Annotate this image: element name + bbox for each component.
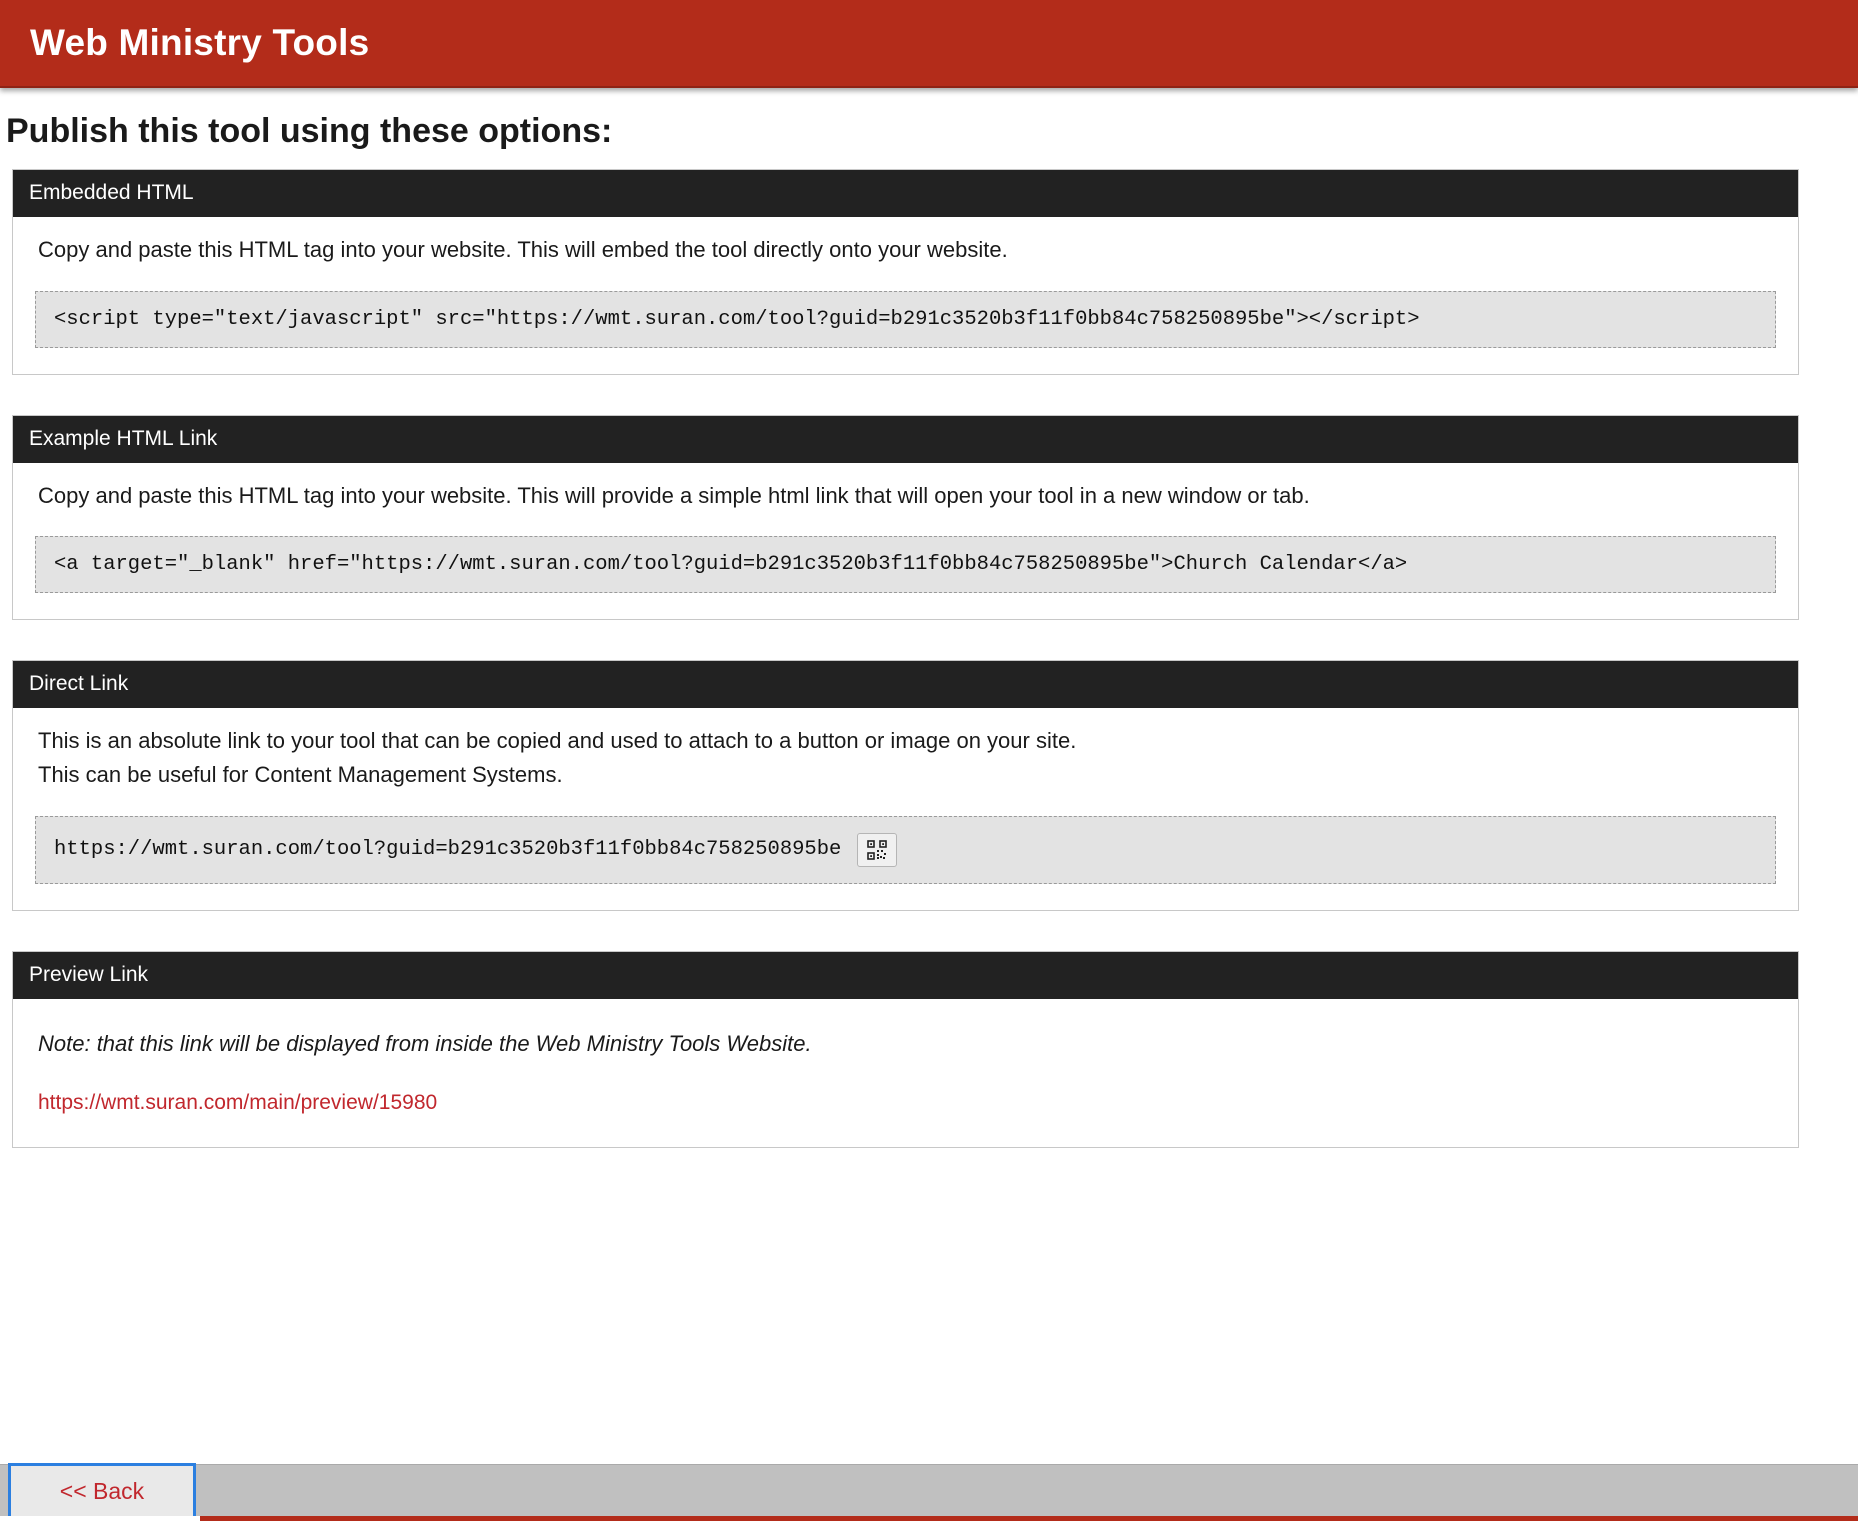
panel-body-embedded-html <box>13 217 1798 374</box>
preview-note: Note: that this link will be displayed from inside the Web Ministry Tools Website. <box>38 1030 812 1056</box>
panel-preview-link <box>12 951 1799 1148</box>
panel-header-preview-link: Preview Link <box>13 952 1798 999</box>
panel-body-example-html-link <box>13 463 1798 620</box>
app-header <box>0 0 1858 88</box>
footer-accent <box>0 1516 1858 1540</box>
main-content <box>0 112 1858 1148</box>
panel-description: Copy and paste this HTML tag into your website. This will provide a simple html link that will open your tool in a new window or tab. <box>38 482 1310 508</box>
panel-header-embedded-html: Embedded HTML <box>13 170 1798 217</box>
panel-direct-link <box>12 660 1799 910</box>
panel-body-direct-link <box>13 708 1798 909</box>
bottom-toolbar <box>0 1464 1858 1516</box>
panel-embedded-html <box>12 169 1799 375</box>
panel-body-preview-link <box>13 999 1798 1147</box>
panel-description-secondary: This can be useful for Content Management Systems. <box>38 762 563 788</box>
qr-code-icon[interactable] <box>857 833 897 867</box>
example-html-link-code[interactable]: <a target="_blank" href="https://wmt.suran.com/tool?guid=b291c3520b3f11f0bb84c758250895be">Church Calendar</a> <box>35 536 1776 593</box>
page-title: Publish this tool using these options: <box>6 112 613 150</box>
panel-description: Copy and paste this HTML tag into your website. This will embed the tool directly onto your website. <box>38 237 1008 262</box>
app-title: Web Ministry Tools <box>30 22 370 63</box>
direct-link-code[interactable]: https://wmt.suran.com/tool?guid=b291c3520b3f11f0bb84c758250895be <box>54 838 842 862</box>
panel-header-example-html-link: Example HTML Link <box>13 416 1798 463</box>
preview-link[interactable]: https://wmt.suran.com/main/preview/15980 <box>38 1090 438 1114</box>
panel-description: This is an absolute link to your tool that can be copied and used to attach to a button or image on your site. <box>38 728 1077 754</box>
embedded-html-code[interactable]: <script type="text/javascript" src="https://wmt.suran.com/tool?guid=b291c3520b3f11f0bb84c758250895be"></script> <box>35 291 1776 348</box>
back-button[interactable]: << Back <box>8 1463 196 1519</box>
panel-header-direct-link: Direct Link <box>13 661 1798 708</box>
direct-link-code-row <box>35 816 1776 884</box>
panel-example-html-link <box>12 415 1799 621</box>
